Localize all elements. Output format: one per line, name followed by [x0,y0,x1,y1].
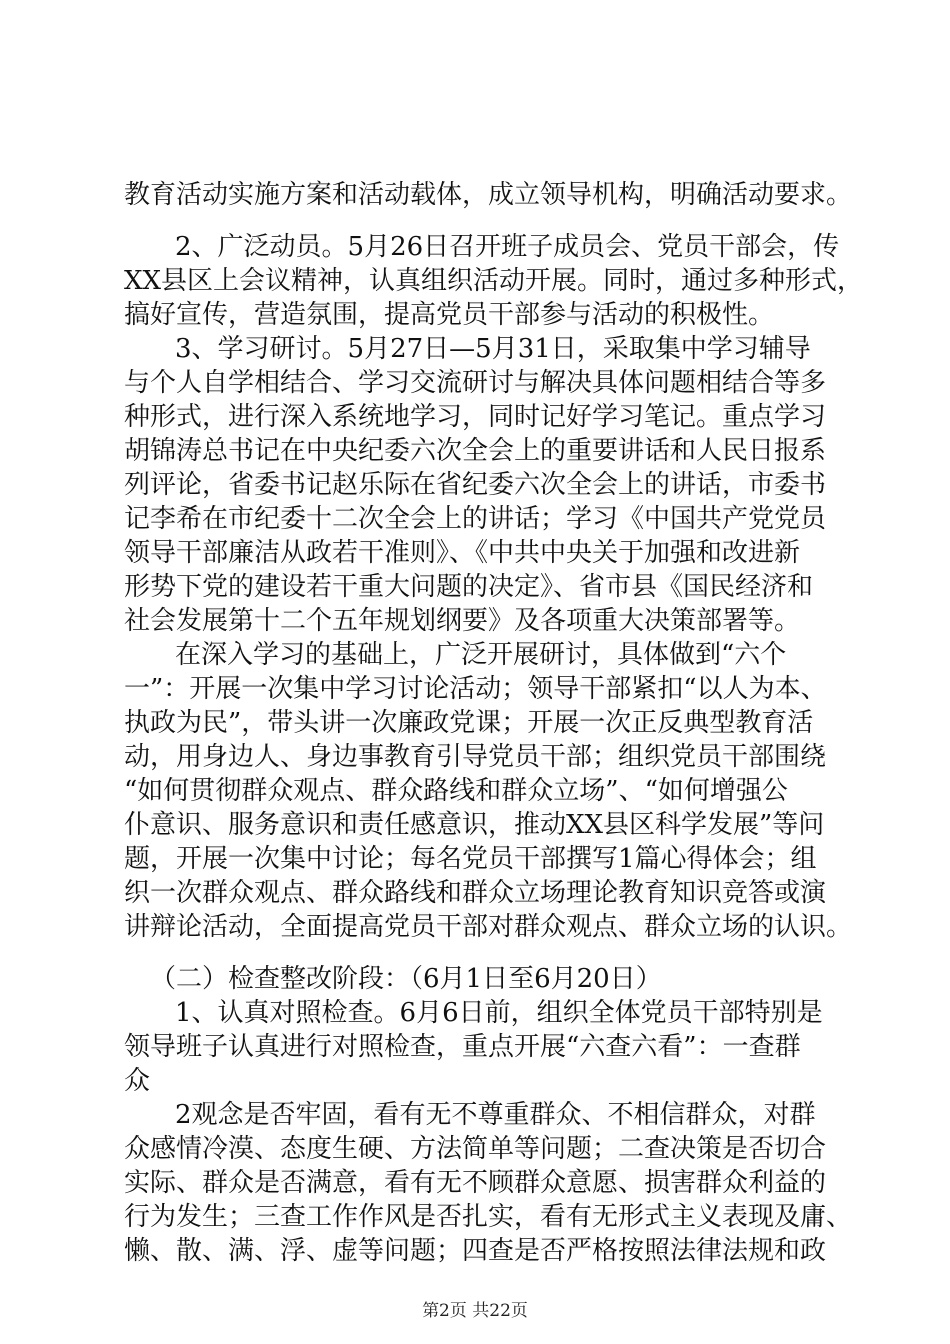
text-line: 种形式，进行深入系统地学习，同时记好学习笔记。重点学习 [124,402,827,432]
text-line: 3、学习研讨。5月27日—5月31日，采取集中学习辅导 [175,334,811,364]
text-line: 记李希在市纪委十二次全会上的讲话；学习《中国共产党党员 [124,504,827,534]
text-line: 在深入学习的基础上，广泛开展研讨，具体做到“六个 [175,640,787,670]
text-line: 众感情冷漠、态度生硬、方法简单等问题；二查决策是否切合 [124,1134,827,1164]
text-line: XX县区上会议精神，认真组织活动开展。同时，通过多种形式， [124,266,864,296]
text-line: 1、认真对照检查。6月6日前，组织全体党员干部特别是 [175,998,823,1028]
text-line: 一”：开展一次集中学习讨论活动；领导干部紧扣“以人为本、 [124,674,827,704]
text-line: 领导班子认真进行对照检查，重点开展“六查六看”：一查群 [124,1032,801,1062]
text-line: 搞好宣传，营造氛围，提高党员干部参与活动的积极性。 [124,300,775,330]
text-line: 形势下党的建设若干重大问题的决定》、省市县《国民经济和 [124,572,814,602]
text-line: 列评论，省委书记赵乐际在省纪委六次全会上的讲话，市委书 [124,470,827,500]
text-line: 织一次群众观点、群众路线和群众立场理论教育知识竞答或演 [124,878,827,908]
text-line: 题，开展一次集中讨论；每名党员干部撰写1篇心得体会；组 [124,844,817,874]
text-line: 胡锦涛总书记在中央纪委六次全会上的重要讲话和人民日报系 [124,436,827,466]
text-line: 2观念是否牢固，看有无不尊重群众、不相信群众，对群 [175,1100,816,1130]
text-line: 教育活动实施方案和活动载体，成立领导机构，明确活动要求。 [124,180,853,210]
text-line: 执政为民”，带头讲一次廉政党课；开展一次正反典型教育活 [124,708,814,738]
text-line: “如何贯彻群众观点、群众路线和群众立场”、“如何增强公 [124,776,788,806]
text-line: 众 [124,1066,151,1096]
text-line: 行为发生；三查工作作风是否扎实，看有无形式主义表现及庸、 [124,1202,853,1232]
text-line: 2、广泛动员。5月26日召开班子成员会、党员干部会，传 [175,232,840,262]
page-number: 第2页 共22页 [422,1301,528,1321]
text-line: 讲辩论活动，全面提高党员干部对群众观点、群众立场的认识。 [124,912,853,942]
text-line: 仆意识、服务意识和责任感意识，推动XX县区科学发展”等问 [124,810,825,840]
text-line: 与个人自学相结合、学习交流研讨与解决具体问题相结合等多 [124,368,827,398]
section-heading: （二）检查整改阶段：（6月1日至6月20日） [150,964,662,994]
text-line: 动，用身边人、身边事教育引导党员干部；组织党员干部围绕 [124,742,827,772]
text-line: 领导干部廉洁从政若干准则》、《中共中央关于加强和改进新 [124,538,801,568]
text-line: 懒、散、满、浮、虚等问题；四查是否严格按照法律法规和政 [124,1236,827,1266]
text-line: 实际、群众是否满意，看有无不顾群众意愿、损害群众利益的 [124,1168,827,1198]
text-line: 社会发展第十二个五年规划纲要》及各项重大决策部署等。 [124,606,801,636]
